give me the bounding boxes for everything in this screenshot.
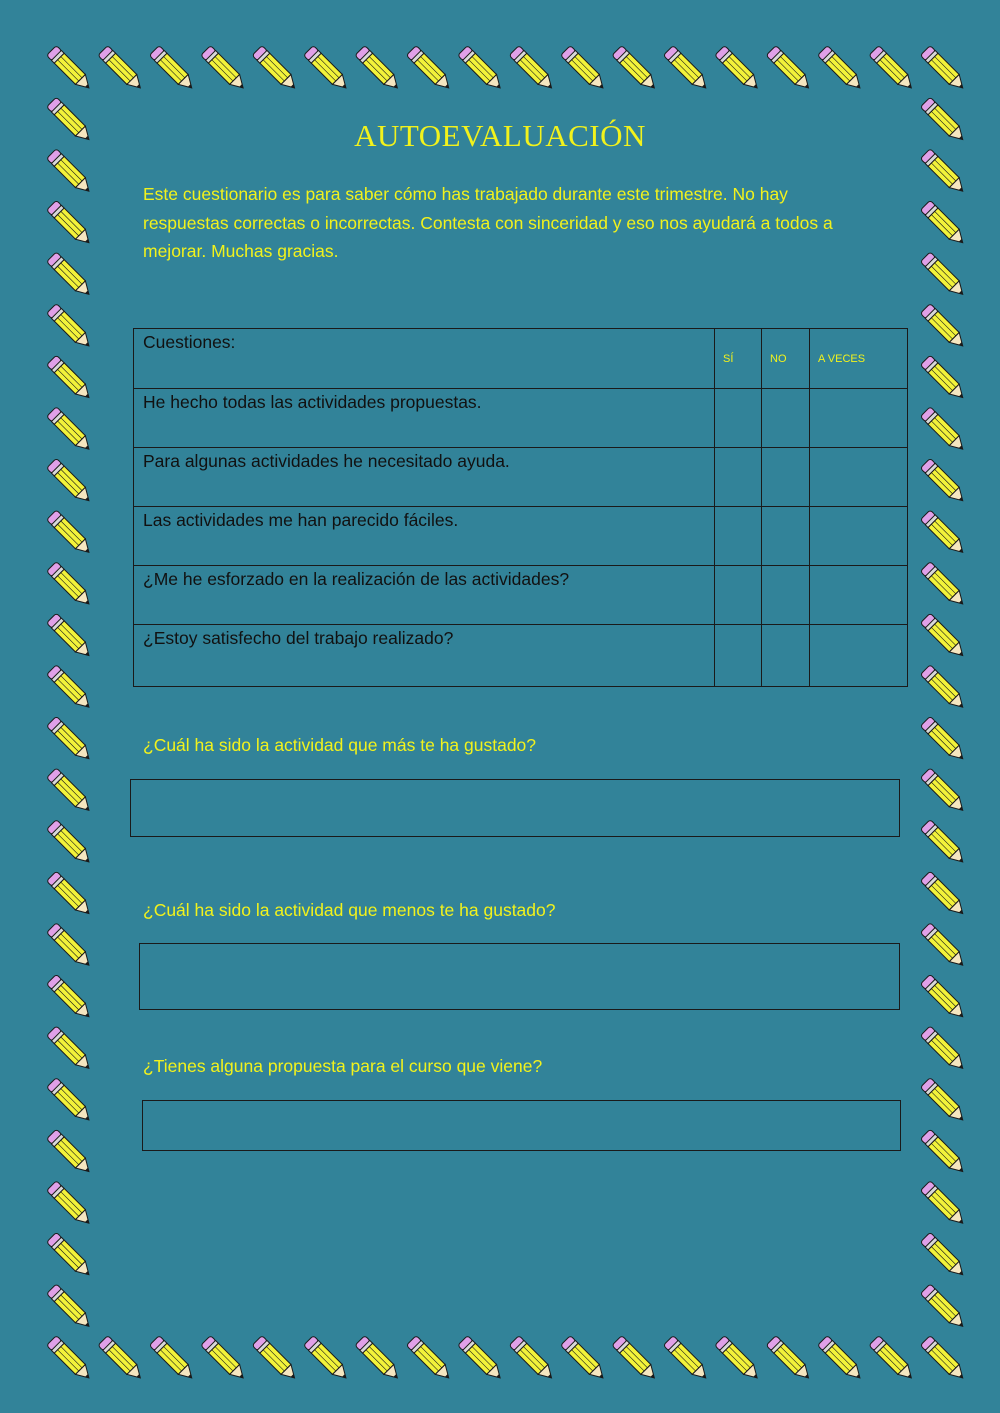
answer-yes-cell[interactable] (715, 566, 762, 625)
question-text: ¿Estoy satisfecho del trabajo realizado? (134, 625, 715, 687)
pencil-icon (46, 1335, 93, 1382)
pencil-icon (149, 45, 196, 92)
table-row (134, 507, 908, 566)
pencil-icon (46, 923, 93, 970)
pencil-icon (46, 407, 93, 454)
answer-box-favorite[interactable] (130, 779, 900, 837)
pencil-icon (920, 1181, 967, 1228)
pencil-icon (46, 1026, 93, 1073)
header-yes: SÍ (715, 329, 762, 389)
answer-sometimes-cell[interactable] (810, 625, 908, 687)
answer-no-cell[interactable] (762, 507, 810, 566)
pencil-icon (509, 45, 556, 92)
pencil-icon (355, 1335, 402, 1382)
pencil-icon (509, 1335, 556, 1382)
pencil-icon (560, 1335, 607, 1382)
pencil-icon (920, 1129, 967, 1176)
pencil-icon (46, 768, 93, 815)
pencil-icon (920, 510, 967, 557)
questionnaire-table (133, 328, 908, 687)
pencil-icon (920, 1232, 967, 1279)
table-header-row (134, 329, 908, 389)
pencil-icon (663, 45, 710, 92)
question-text: He hecho todas las actividades propuestas. (134, 389, 715, 448)
pencil-icon (920, 1335, 967, 1382)
pencil-icon (920, 561, 967, 608)
answer-sometimes-cell[interactable] (810, 389, 908, 448)
pencil-icon (46, 355, 93, 402)
pencil-icon (46, 1129, 93, 1176)
pencil-icon (46, 510, 93, 557)
pencil-icon (766, 1335, 813, 1382)
answer-sometimes-cell[interactable] (810, 448, 908, 507)
pencil-icon (920, 871, 967, 918)
pencil-icon (920, 923, 967, 970)
pencil-icon (46, 1232, 93, 1279)
pencil-icon (920, 613, 967, 660)
pencil-icon (46, 561, 93, 608)
header-sometimes: A VECES (810, 329, 908, 389)
answer-no-cell[interactable] (762, 625, 810, 687)
answer-no-cell[interactable] (762, 389, 810, 448)
answer-box-proposal[interactable] (142, 1100, 901, 1151)
pencil-icon (920, 252, 967, 299)
pencil-icon (920, 974, 967, 1021)
answer-yes-cell[interactable] (715, 507, 762, 566)
table-row (134, 448, 908, 507)
pencil-icon (458, 45, 505, 92)
table-row (134, 625, 908, 687)
table-row (134, 566, 908, 625)
pencil-icon (920, 1026, 967, 1073)
pencil-icon (252, 45, 299, 92)
pencil-icon (766, 45, 813, 92)
question-text: Las actividades me han parecido fáciles. (134, 507, 715, 566)
pencil-icon (303, 45, 350, 92)
answer-yes-cell[interactable] (715, 625, 762, 687)
pencil-icon (149, 1335, 196, 1382)
answer-yes-cell[interactable] (715, 448, 762, 507)
pencil-icon (920, 355, 967, 402)
pencil-icon (920, 303, 967, 350)
pencil-icon (920, 665, 967, 712)
pencil-icon (458, 1335, 505, 1382)
pencil-icon (355, 45, 402, 92)
pencil-icon (920, 1077, 967, 1124)
pencil-icon (715, 1335, 762, 1382)
pencil-icon (920, 768, 967, 815)
open-question-favorite: ¿Cuál ha sido la actividad que más te ha gustado? (143, 735, 537, 755)
pencil-icon (252, 1335, 299, 1382)
pencil-icon (869, 1335, 916, 1382)
pencil-icon (406, 45, 453, 92)
pencil-icon (46, 303, 93, 350)
header-no: NO (762, 329, 810, 389)
answer-sometimes-cell[interactable] (810, 507, 908, 566)
pencil-icon (46, 1181, 93, 1228)
question-text: ¿Me he esforzado en la realización de las actividades? (134, 566, 715, 625)
pencil-icon (303, 1335, 350, 1382)
pencil-icon (920, 1284, 967, 1331)
pencil-icon (46, 1284, 93, 1331)
pencil-icon (201, 1335, 248, 1382)
open-question-proposal: ¿Tienes alguna propuesta para el curso que viene? (143, 1056, 543, 1076)
pencil-icon (920, 819, 967, 866)
pencil-icon (920, 45, 967, 92)
question-text: Para algunas actividades he necesitado ayuda. (134, 448, 715, 507)
pencil-icon (715, 45, 762, 92)
pencil-icon (817, 1335, 864, 1382)
answer-no-cell[interactable] (762, 566, 810, 625)
header-questions: Cuestiones: (134, 329, 715, 389)
answer-box-least-favorite[interactable] (139, 943, 900, 1010)
pencil-icon (46, 200, 93, 247)
pencil-icon (406, 1335, 453, 1382)
pencil-icon (46, 458, 93, 505)
pencil-icon (46, 974, 93, 1021)
pencil-icon (920, 407, 967, 454)
pencil-icon (920, 716, 967, 763)
pencil-icon (46, 252, 93, 299)
pencil-icon (46, 149, 93, 196)
table-row (134, 389, 908, 448)
answer-yes-cell[interactable] (715, 389, 762, 448)
page-title: AUTOEVALUACIÓN (354, 118, 646, 153)
pencil-icon (201, 45, 248, 92)
pencil-icon (612, 1335, 659, 1382)
intro-text: Este cuestionario es para saber cómo has trabajado durante este trimestre. No hay respuestas correctas o incorrectas. Contesta con sinceridad y eso nos ayudará a todos a mejorar. Muchas gracias. (143, 184, 833, 261)
pencil-icon (612, 45, 659, 92)
answer-no-cell[interactable] (762, 448, 810, 507)
pencil-icon (920, 458, 967, 505)
pencil-icon (560, 45, 607, 92)
pencil-icon (869, 45, 916, 92)
pencil-icon (46, 716, 93, 763)
pencil-icon (920, 149, 967, 196)
pencil-icon (46, 665, 93, 712)
pencil-icon (46, 819, 93, 866)
answer-sometimes-cell[interactable] (810, 566, 908, 625)
pencil-icon (920, 200, 967, 247)
pencil-icon (46, 45, 93, 92)
pencil-icon (98, 45, 145, 92)
pencil-icon (46, 613, 93, 660)
pencil-icon (663, 1335, 710, 1382)
pencil-icon (817, 45, 864, 92)
pencil-icon (46, 1077, 93, 1124)
pencil-icon (98, 1335, 145, 1382)
open-question-least-favorite: ¿Cuál ha sido la actividad que menos te ha gustado? (143, 900, 556, 920)
pencil-icon (46, 871, 93, 918)
